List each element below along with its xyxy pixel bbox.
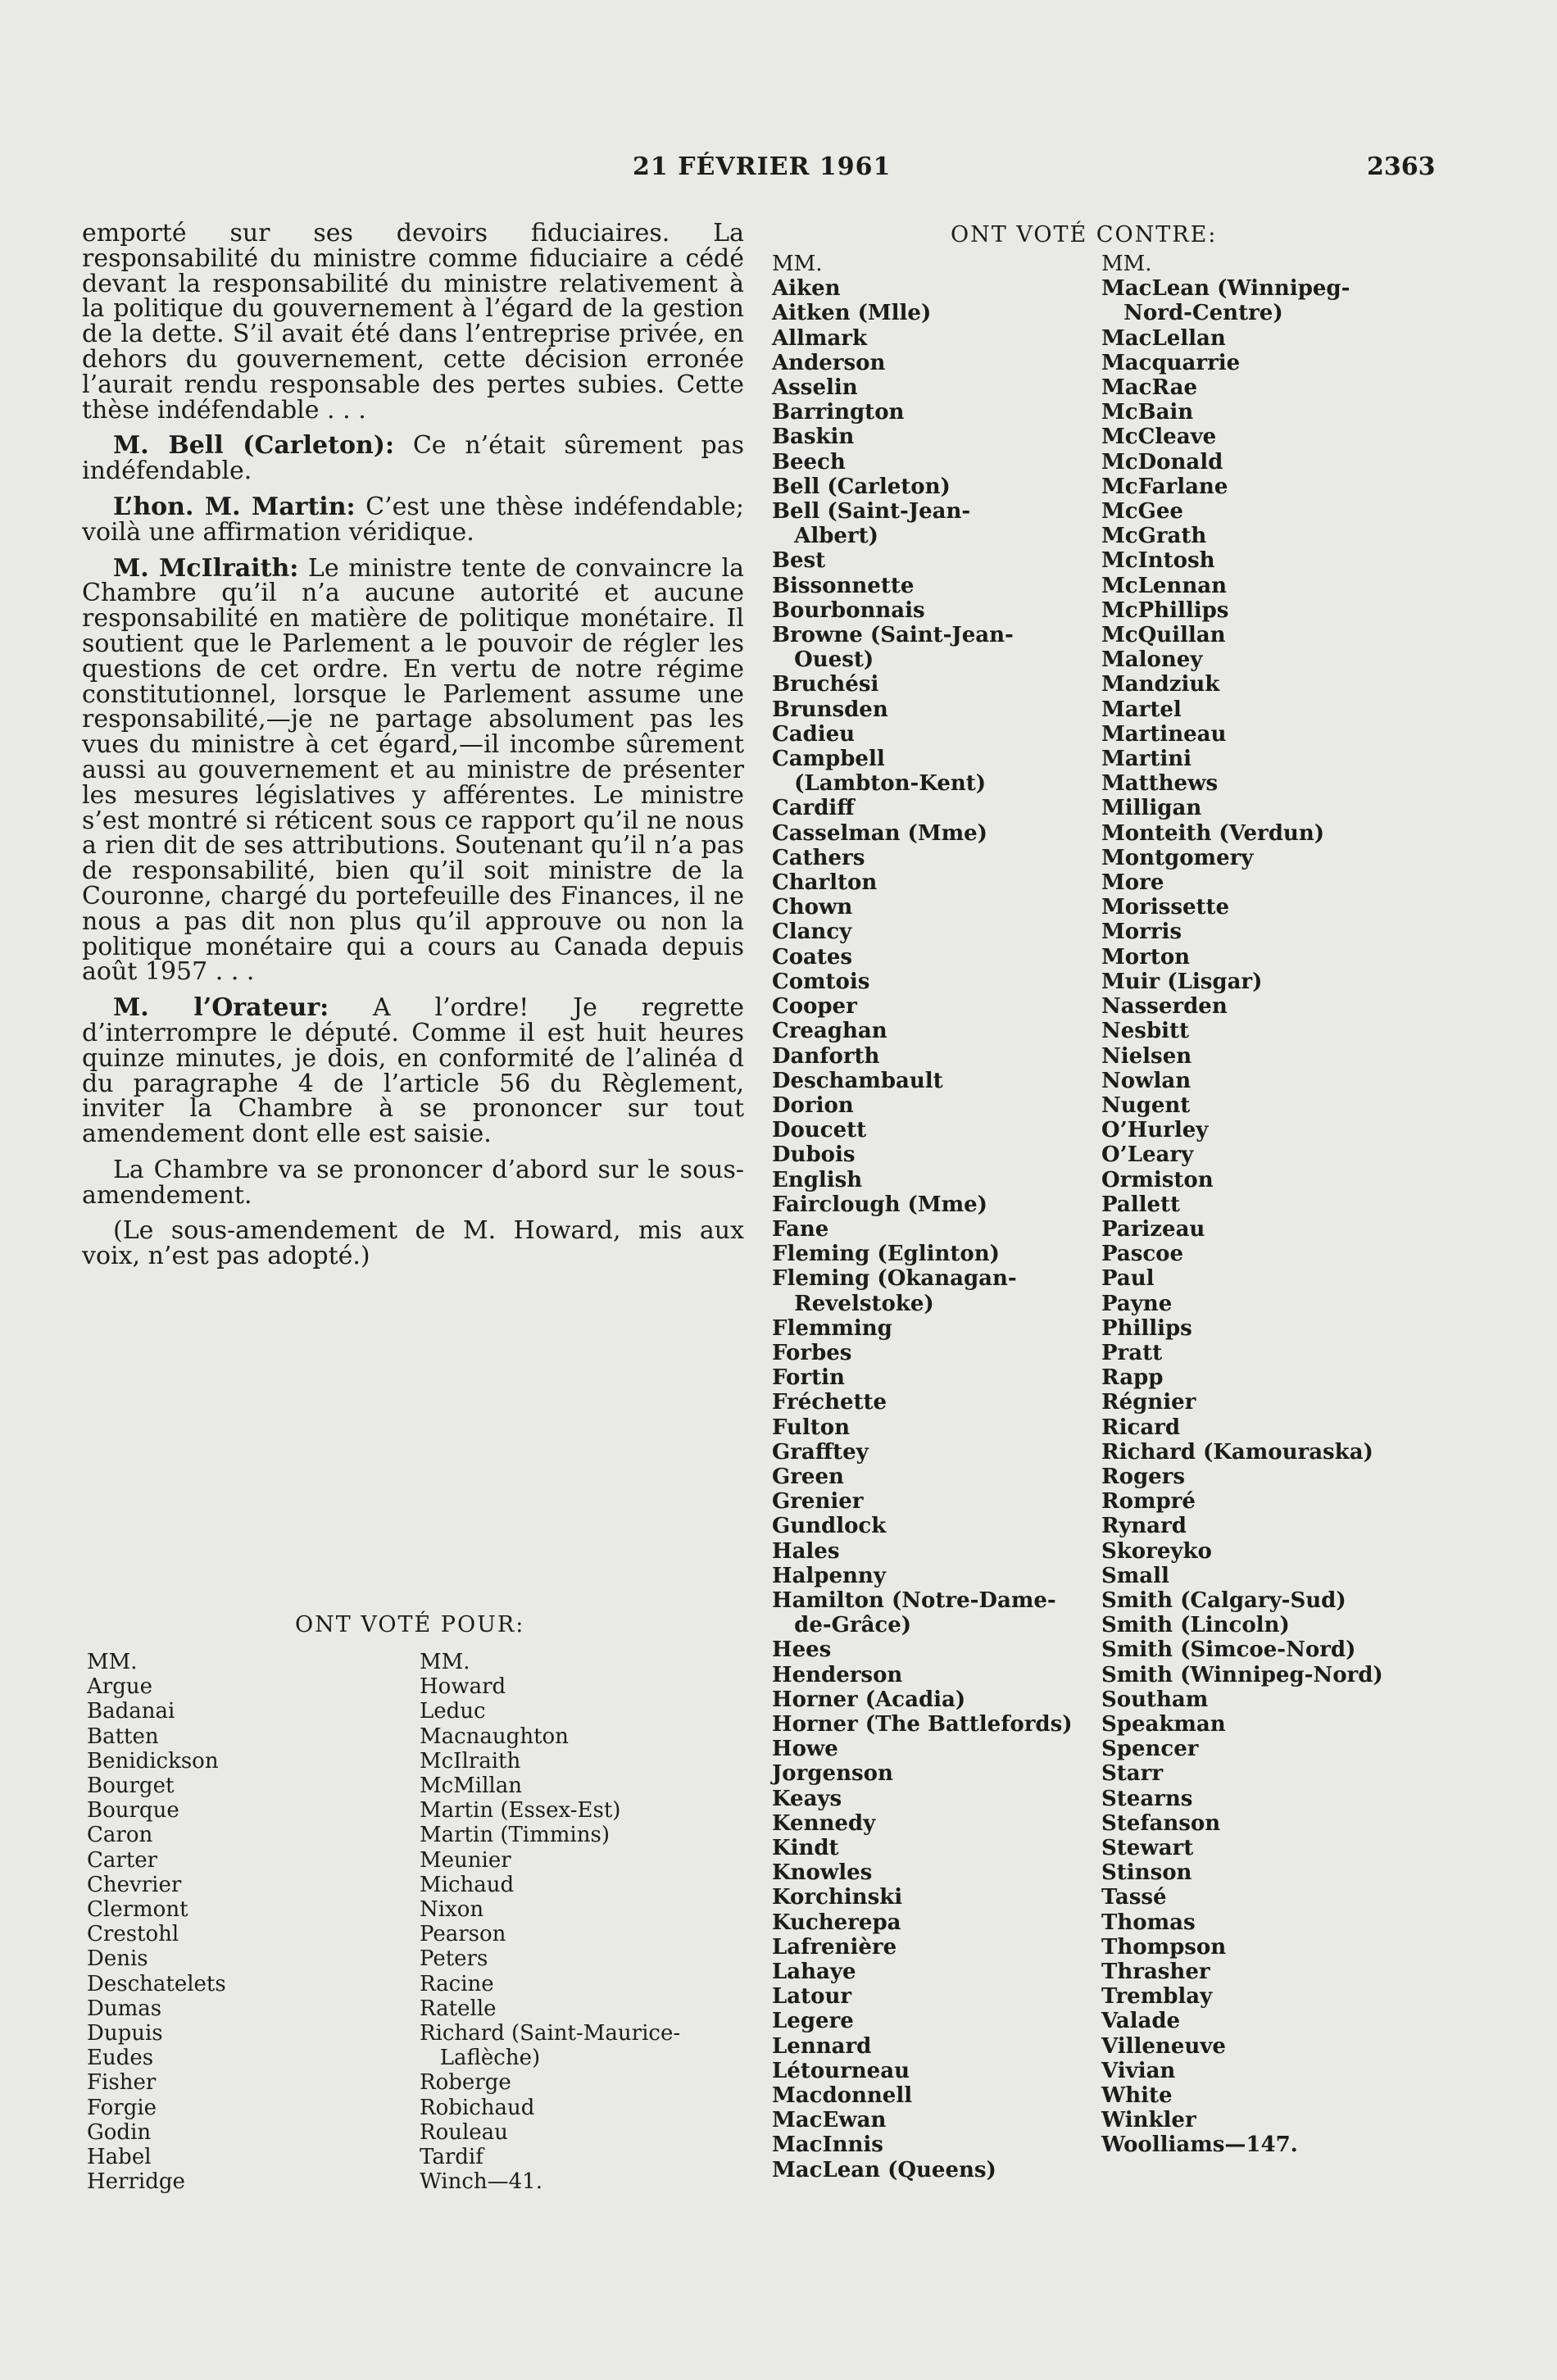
- member-name: Villeneuve: [1101, 2033, 1226, 2059]
- member-name: Lennard: [772, 2033, 872, 2059]
- votes-contre-column-2: [1101, 252, 1383, 2158]
- member-name: Dubois: [772, 1142, 856, 1168]
- member-name: Macnaughton: [420, 1724, 569, 1749]
- member-name: Smith (Lincoln): [1101, 1613, 1290, 1638]
- member-name: Clermont: [87, 1897, 188, 1923]
- member-name: Martini: [1101, 747, 1192, 772]
- member-name: Roberge: [420, 2070, 511, 2096]
- member-name: Argue: [87, 1674, 152, 1700]
- member-name: Southam: [1101, 1687, 1209, 1712]
- member-name: Woolliams—147.: [1101, 2132, 1298, 2158]
- member-name: O’Leary: [1101, 1142, 1194, 1168]
- member-name: Caron: [87, 1823, 153, 1848]
- member-name: Aiken: [772, 276, 841, 302]
- member-name: Grafftey: [772, 1439, 869, 1465]
- member-name: Fréchette: [772, 1390, 887, 1415]
- member-name: Martin (Timmins): [420, 1823, 610, 1848]
- member-name: McQuillan: [1101, 623, 1226, 648]
- member-name: Michaud: [420, 1872, 515, 1897]
- member-name: McDonald: [1101, 449, 1223, 475]
- member-name: Macquarrie: [1101, 350, 1241, 375]
- member-name: Creaghan: [772, 1019, 887, 1044]
- member-name: Winkler: [1101, 2108, 1196, 2133]
- member-name: Fisher: [87, 2070, 157, 2096]
- member-name: Hales: [772, 1538, 840, 1564]
- member-name: Payne: [1101, 1291, 1173, 1316]
- member-name: Browne (Saint-Jean-: [772, 623, 1014, 648]
- member-name: Mandziuk: [1101, 672, 1220, 697]
- member-name: Horner (The Battlefords): [772, 1711, 1073, 1737]
- member-name: McLennan: [1101, 573, 1227, 598]
- member-name: Campbell: [772, 747, 885, 772]
- member-name: MacLean (Winnipeg-: [1101, 276, 1350, 302]
- member-name: McBain: [1101, 400, 1194, 425]
- member-name: Rouleau: [420, 2119, 508, 2145]
- member-name: Allmark: [772, 325, 867, 351]
- member-name: Bruchési: [772, 672, 879, 697]
- member-name: Cooper: [772, 994, 857, 1020]
- member-name: More: [1101, 870, 1164, 896]
- member-name: Ratelle: [420, 1996, 497, 2021]
- member-name: Flemming: [772, 1315, 892, 1341]
- member-name: Richard (Kamouraska): [1101, 1439, 1373, 1465]
- member-name: Howe: [772, 1737, 838, 1762]
- member-name: Létourneau: [772, 2058, 910, 2083]
- member-name: Nord-Centre): [1101, 301, 1283, 326]
- member-name: McCleave: [1101, 425, 1217, 450]
- member-name: Dorion: [772, 1092, 854, 1118]
- member-name: Beech: [772, 449, 846, 475]
- member-name: McIntosh: [1101, 548, 1215, 574]
- member-name: Clancy: [772, 920, 852, 945]
- member-name: Parizeau: [1101, 1216, 1205, 1242]
- member-name: Monteith (Verdun): [1101, 820, 1325, 846]
- member-name: Ouest): [772, 647, 874, 673]
- member-name: Régnier: [1101, 1390, 1196, 1415]
- member-name: Montgomery: [1101, 845, 1254, 870]
- member-name: Rompré: [1101, 1489, 1196, 1515]
- member-name: Anderson: [772, 350, 886, 375]
- member-name: Martineau: [1101, 721, 1227, 747]
- name-list: [772, 276, 1073, 2182]
- member-name: Thomas: [1101, 1910, 1196, 1935]
- member-name: Crestohl: [87, 1922, 179, 1947]
- member-name: McFarlane: [1101, 474, 1228, 499]
- member-name: Knowles: [772, 1860, 873, 1886]
- speech-mcilraith: Le ministre tente de convaincre la Chambre qu’il n’a aucune autorité et aucune responsabilité en matière de politique monétaire. Il soutient que le Parlement a le pouvoir de régler les questions de cet ordre. En vertu de notre régime constitutionnel, lorsque le Parlement assume une responsabilité,—je ne partage absolument pas les vues du ministre à cet égard,—il incombe sûrement aussi au gouvernement et au ministre de présenter les mesures législatives y afférentes. Le ministre s’est montré si réticent sous ce rapport qu’il ne nous a rien dit de ses attributions. Soutenant qu’il n’a pas de responsabilité, bien qu’il soit ministre de la Couronne, chargé du portefeuille des Finances, il ne nous a pas dit non plus qu’il approuve ou non la politique monétaire qui a cours au Canada depuis août 1957 . . .: [82, 553, 744, 987]
- member-name: Chown: [772, 895, 853, 920]
- member-name: Benidickson: [87, 1748, 219, 1774]
- member-name: Pallett: [1101, 1192, 1181, 1217]
- votes-contre-heading: ONT VOTÉ CONTRE:: [951, 222, 1218, 248]
- member-name: Nixon: [420, 1897, 484, 1923]
- member-name: Brunsden: [772, 697, 888, 722]
- member-name: MacInnis: [772, 2132, 883, 2158]
- member-name: Stewart: [1101, 1836, 1194, 1860]
- member-name: Deschatelets: [87, 1971, 226, 1996]
- member-name: Nasserden: [1101, 994, 1228, 1020]
- member-name: Spencer: [1101, 1737, 1199, 1762]
- member-name: Morton: [1101, 944, 1191, 970]
- member-name: Deschambault: [772, 1068, 943, 1093]
- member-name: Milligan: [1101, 796, 1202, 821]
- member-name: Comtois: [772, 969, 870, 994]
- member-name: Baskin: [772, 425, 855, 450]
- member-name: Bell (Carleton): [772, 474, 951, 499]
- speaker-mcilraith: M. McIlraith:: [113, 553, 299, 583]
- member-name: Kucherepa: [772, 1910, 901, 1935]
- votes-pour-column-2: [420, 1650, 680, 2194]
- member-name: de-Grâce): [772, 1613, 912, 1638]
- member-name: Keays: [772, 1786, 842, 1811]
- member-name: Eudes: [87, 2046, 154, 2071]
- member-name: Muir (Lisgar): [1101, 969, 1263, 994]
- member-name: O’Hurley: [1101, 1118, 1209, 1143]
- member-name: Tardif: [420, 2145, 483, 2170]
- member-name: Martin (Essex-Est): [420, 1798, 621, 1824]
- member-name: Skoreyko: [1101, 1538, 1212, 1564]
- column-header: MM.: [1101, 252, 1152, 276]
- paragraph-bell: [82, 431, 744, 486]
- member-name: Phillips: [1101, 1315, 1192, 1341]
- member-name: Tremblay: [1101, 1984, 1213, 2010]
- member-name: Richard (Saint-Maurice-: [420, 2021, 681, 2046]
- member-name: McGee: [1101, 499, 1183, 525]
- member-name: Racine: [420, 1971, 494, 1996]
- debate-text: [82, 221, 744, 1280]
- member-name: Casselman (Mme): [772, 820, 987, 846]
- member-name: Fortin: [772, 1365, 845, 1391]
- member-name: MacLean (Queens): [772, 2157, 996, 2182]
- votes-contre-column-1: [772, 252, 1073, 2182]
- member-name: Denis: [87, 1946, 148, 1972]
- paragraph-martin: [82, 492, 744, 547]
- member-name: Legere: [772, 2009, 854, 2034]
- member-name: Robichaud: [420, 2095, 535, 2120]
- member-name: McIlraith: [420, 1748, 521, 1774]
- paragraph-1: emporté sur ses devoirs fiduciaires. La responsabilité du ministre comme fiduciaire a cédé devant la responsabilité du ministre relativement à la politique du gouvernement à l’égard de la gestion de la dette. S’il avait été dans l’entreprise privée, en dehors du gouvernement, cette décision erronée l’aurait rendu responsable des pertes subies. Cette thèse indéfendable . . .: [82, 219, 744, 425]
- speaker-orateur: M. l’Orateur:: [113, 993, 329, 1023]
- column-header: MM.: [87, 1650, 138, 1674]
- member-name: Dumas: [87, 1996, 162, 2021]
- member-name: MacRae: [1101, 375, 1198, 401]
- member-name: Fairclough (Mme): [772, 1192, 987, 1217]
- member-name: McMillan: [420, 1774, 522, 1799]
- speech-orateur: A l’ordre! Je regrette d’interrompre le député. Comme il est huit heures quinze minutes, je dois, en conformité de l’alinéa d du paragraphe 4 de l’article 56 du Règlement, inviter la Chambre à se prononcer sur tout amendement dont elle est saisie.: [82, 993, 744, 1149]
- member-name: Bourbonnais: [772, 597, 925, 623]
- member-name: McPhillips: [1101, 597, 1229, 623]
- column-header: MM.: [772, 252, 823, 276]
- member-name: Bissonnette: [772, 573, 915, 598]
- member-name: Stearns: [1101, 1786, 1193, 1811]
- member-name: Nugent: [1101, 1092, 1191, 1118]
- paragraph-orateur: [82, 993, 744, 1149]
- member-name: Morissette: [1101, 895, 1230, 920]
- member-name: Rapp: [1101, 1365, 1164, 1391]
- member-name: Nielsen: [1101, 1043, 1192, 1069]
- member-name: Valade: [1101, 2009, 1181, 2034]
- member-name: Smith (Simcoe-Nord): [1101, 1637, 1356, 1663]
- member-name: Forbes: [772, 1340, 852, 1365]
- member-name: Pearson: [420, 1922, 506, 1947]
- member-name: Nowlan: [1101, 1068, 1192, 1093]
- member-name: McGrath: [1101, 524, 1207, 549]
- member-name: Kindt: [772, 1836, 839, 1860]
- member-name: Forgie: [87, 2095, 157, 2120]
- member-name: Hamilton (Notre-Dame-: [772, 1587, 1056, 1613]
- speaker-martin: L’hon. M. Martin:: [113, 492, 356, 521]
- member-name: Fleming (Okanagan-: [772, 1266, 1017, 1292]
- speech-bell: Ce n’était sûrement pas indéfendable.: [82, 431, 744, 486]
- member-name: Macdonnell: [772, 2083, 913, 2109]
- member-name: Gundlock: [772, 1514, 887, 1539]
- member-name: Rynard: [1101, 1514, 1187, 1539]
- member-name: Henderson: [772, 1662, 903, 1687]
- member-name: Asselin: [772, 375, 858, 401]
- member-name: Batten: [87, 1724, 159, 1749]
- member-name: Pratt: [1101, 1340, 1163, 1365]
- member-name: (Lambton-Kent): [772, 771, 987, 797]
- member-name: Albert): [772, 524, 878, 549]
- speaker-bell: M. Bell (Carleton):: [113, 431, 395, 461]
- member-name: Winch—41.: [420, 2169, 542, 2195]
- member-name: Cathers: [772, 845, 865, 870]
- member-name: Hees: [772, 1637, 832, 1663]
- member-name: MacLellan: [1101, 325, 1226, 351]
- member-name: Stinson: [1101, 1860, 1192, 1886]
- paragraph-vote-result: (Le sous-amendement de M. Howard, mis aux voix, n’est pas adopté.): [82, 1216, 744, 1271]
- member-name: Barrington: [772, 400, 905, 425]
- member-name: Lahaye: [772, 1960, 856, 1985]
- member-name: Laflèche): [420, 2046, 541, 2071]
- member-name: Bourget: [87, 1774, 175, 1799]
- member-name: Green: [772, 1464, 844, 1489]
- member-name: Maloney: [1101, 647, 1203, 673]
- member-name: Smith (Winnipeg-Nord): [1101, 1662, 1383, 1687]
- member-name: Starr: [1101, 1761, 1164, 1787]
- member-name: Coates: [772, 944, 853, 970]
- member-name: Smith (Calgary-Sud): [1101, 1587, 1346, 1613]
- member-name: Leduc: [420, 1699, 486, 1724]
- page-number: 2363: [1367, 152, 1436, 181]
- member-name: Dupuis: [87, 2021, 163, 2046]
- votes-pour-heading: ONT VOTÉ POUR:: [295, 1612, 525, 1637]
- member-name: Howard: [420, 1674, 506, 1700]
- member-name: Chevrier: [87, 1872, 182, 1897]
- member-name: Stefanson: [1101, 1810, 1221, 1836]
- member-name: Paul: [1101, 1266, 1155, 1292]
- member-name: Bourque: [87, 1798, 179, 1824]
- member-name: Aitken (Mlle): [772, 301, 932, 326]
- paragraph-vote-intro: La Chambre va se prononcer d’abord sur le sous-amendement.: [82, 1155, 744, 1210]
- speech-martin: C’est une thèse indéfendable; voilà une affirmation véridique.: [82, 492, 744, 547]
- name-list: [87, 1674, 226, 2194]
- member-name: MacEwan: [772, 2108, 887, 2133]
- member-name: Thrasher: [1101, 1960, 1210, 1985]
- member-name: Peters: [420, 1946, 488, 1972]
- member-name: Danforth: [772, 1043, 880, 1069]
- member-name: Bell (Saint-Jean-: [772, 499, 971, 525]
- member-name: Jorgenson: [772, 1761, 893, 1787]
- member-name: Thompson: [1101, 1934, 1227, 1960]
- member-name: Revelstoke): [772, 1291, 934, 1316]
- member-name: Horner (Acadia): [772, 1687, 966, 1712]
- member-name: Cardiff: [772, 796, 855, 821]
- page-date: 21 FÉVRIER 1961: [633, 152, 892, 181]
- member-name: Morris: [1101, 920, 1183, 945]
- member-name: Latour: [772, 1984, 852, 2010]
- member-name: Korchinski: [772, 1885, 903, 1910]
- member-name: Matthews: [1101, 771, 1219, 797]
- member-name: Tassé: [1101, 1885, 1167, 1910]
- member-name: Godin: [87, 2119, 152, 2145]
- name-list: [420, 1674, 680, 2194]
- member-name: Meunier: [420, 1847, 511, 1873]
- member-name: Habel: [87, 2145, 152, 2170]
- column-header: MM.: [420, 1650, 470, 1674]
- member-name: Speakman: [1101, 1711, 1226, 1737]
- member-name: English: [772, 1167, 863, 1192]
- member-name: Halpenny: [772, 1563, 886, 1588]
- member-name: White: [1101, 2083, 1173, 2109]
- member-name: Ricard: [1101, 1415, 1181, 1440]
- member-name: Herridge: [87, 2169, 185, 2195]
- member-name: Grenier: [772, 1489, 864, 1515]
- member-name: Nesbitt: [1101, 1019, 1190, 1044]
- member-name: Fulton: [772, 1415, 851, 1440]
- member-name: Best: [772, 548, 826, 574]
- member-name: Doucett: [772, 1118, 867, 1143]
- member-name: Charlton: [772, 870, 878, 896]
- member-name: Fane: [772, 1216, 829, 1242]
- member-name: Small: [1101, 1563, 1169, 1588]
- member-name: Rogers: [1101, 1464, 1186, 1489]
- member-name: Cadieu: [772, 721, 856, 747]
- member-name: Ormiston: [1101, 1167, 1214, 1192]
- member-name: Martel: [1101, 697, 1182, 722]
- member-name: Kennedy: [772, 1810, 876, 1836]
- member-name: Badanai: [87, 1699, 175, 1724]
- member-name: Lafrenière: [772, 1934, 897, 1960]
- member-name: Carter: [87, 1847, 158, 1873]
- member-name: Vivian: [1101, 2058, 1176, 2083]
- member-name: Pascoe: [1101, 1242, 1184, 1267]
- member-name: Fleming (Eglinton): [772, 1242, 1000, 1267]
- name-list: [1101, 276, 1383, 2157]
- votes-pour-column-1: [87, 1650, 226, 2194]
- paragraph-mcilraith: [82, 553, 744, 987]
